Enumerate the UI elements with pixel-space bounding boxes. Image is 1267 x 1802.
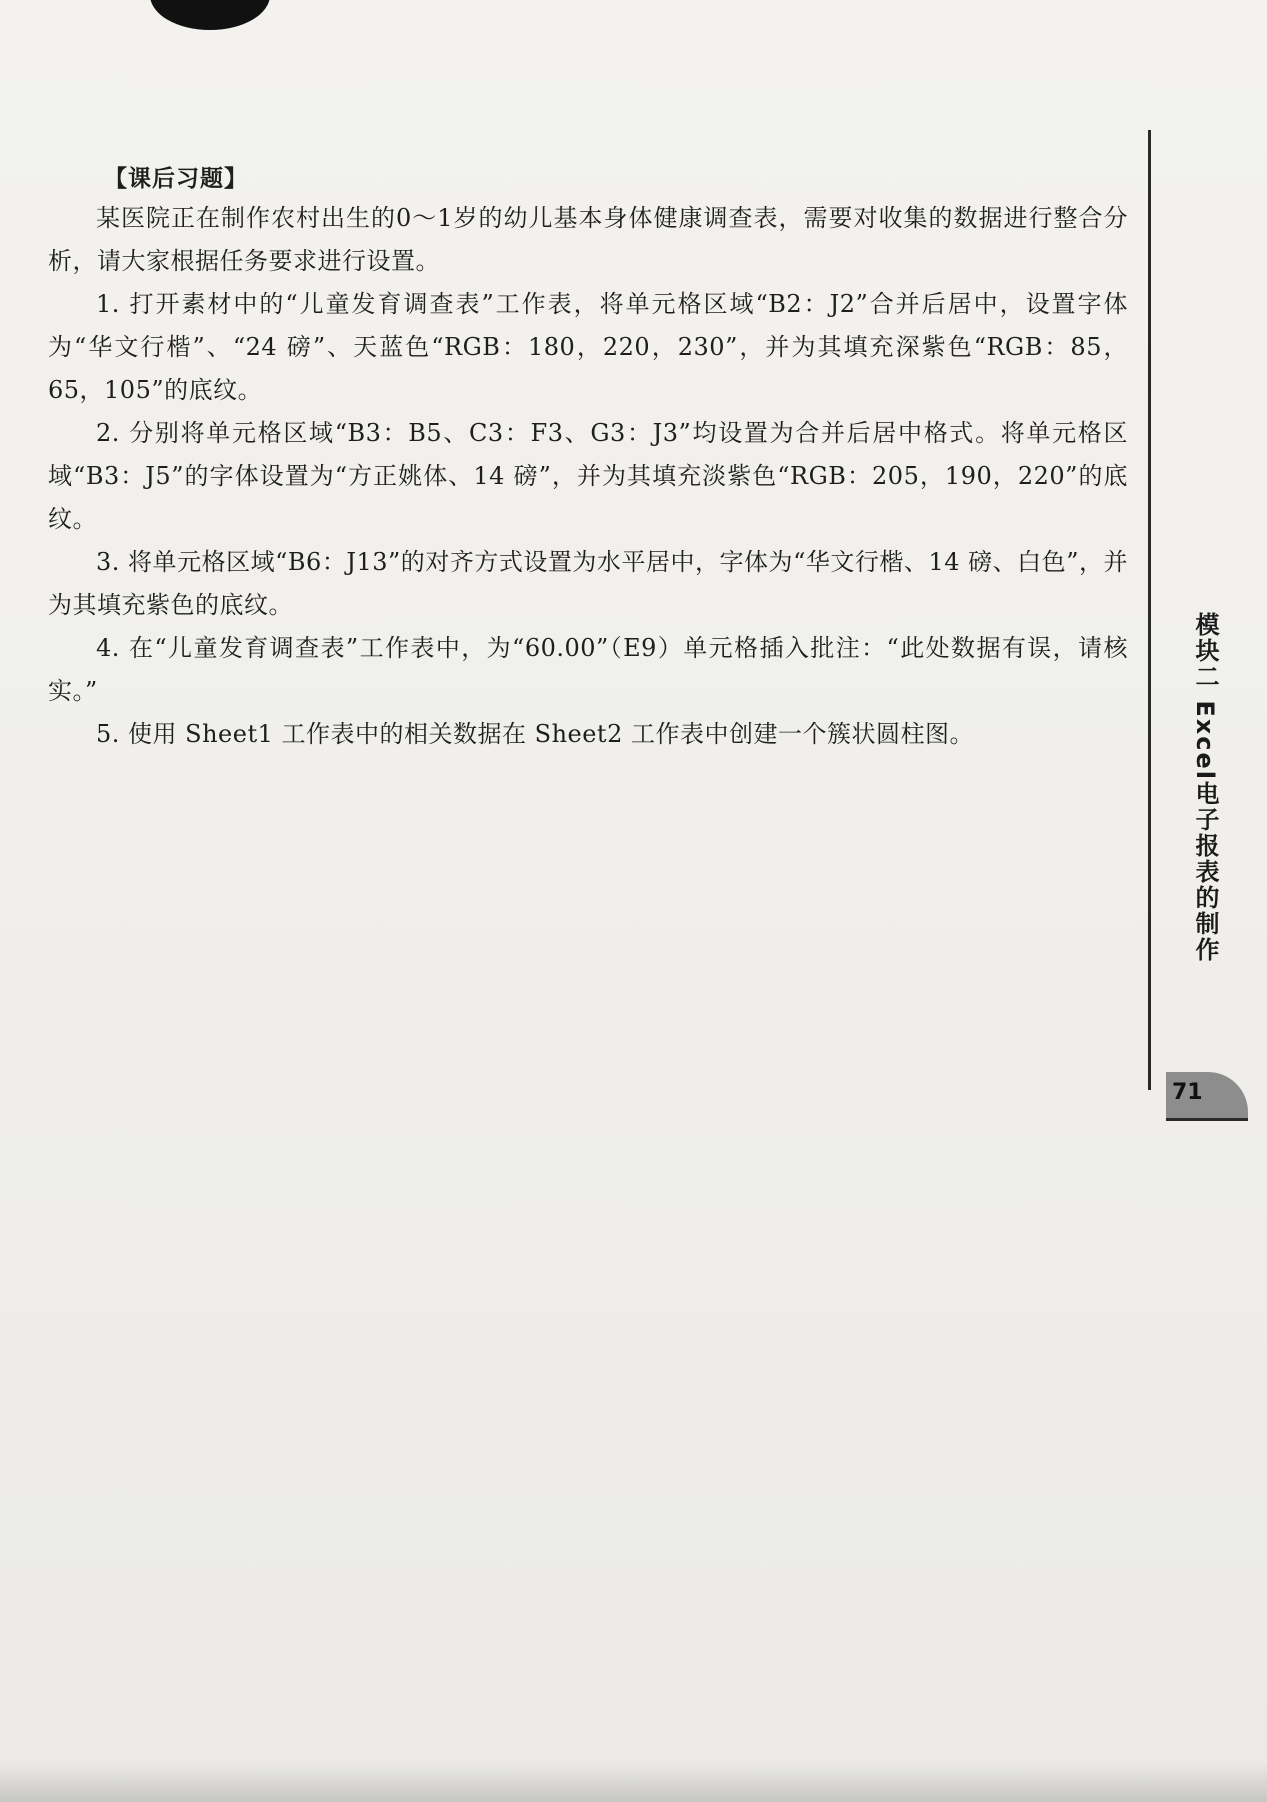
exercise-item-4: 4. 在“儿童发育调查表”工作表中，为“60.00”（E9）单元格插入批注：“此处数据有误，请核实。” [48, 634, 1128, 705]
exercise-section [48, 160, 1128, 756]
exercise-item-5: 5. 使用 Sheet1 工作表中的相关数据在 Sheet2 工作表中创建一个簇状圆柱图。 [96, 720, 974, 748]
exercise-item-2: 2. 分别将单元格区域“B3：B5、C3：F3、G3：J3”均设置为合并后居中格式。将单元格区域“B3：J5”的字体设置为“方正姚体、14 磅”，并为其填充淡紫色“RGB：205，190，220”的底纹。 [48, 419, 1128, 533]
page-number: 71 [1172, 1080, 1203, 1105]
exercise-item-1: 1. 打开素材中的“儿童发育调查表”工作表，将单元格区域“B2：J2”合并后居中，设置字体为“华文行楷”、“24 磅”、天蓝色“RGB：180，220，230”，并为其填充深紫色“RGB：85，65，105”的底纹。 [48, 290, 1128, 404]
module-label: 模块二 Excel电子报表的制作 [1191, 612, 1219, 963]
exercise-intro: 某医院正在制作农村出生的0～1岁的幼儿基本身体健康调查表，需要对收集的数据进行整合分析，请大家根据任务要求进行设置。 [48, 204, 1128, 275]
exercise-item-3: 3. 将单元格区域“B6：J13”的对齐方式设置为水平居中，字体为“华文行楷、14 磅、白色”，并为其填充紫色的底纹。 [48, 548, 1128, 619]
margin-rule [1148, 130, 1151, 1090]
bottom-shadow [0, 1762, 1267, 1802]
thumb-shadow [150, 0, 270, 30]
exercise-heading: 【课后习题】 [104, 166, 248, 192]
